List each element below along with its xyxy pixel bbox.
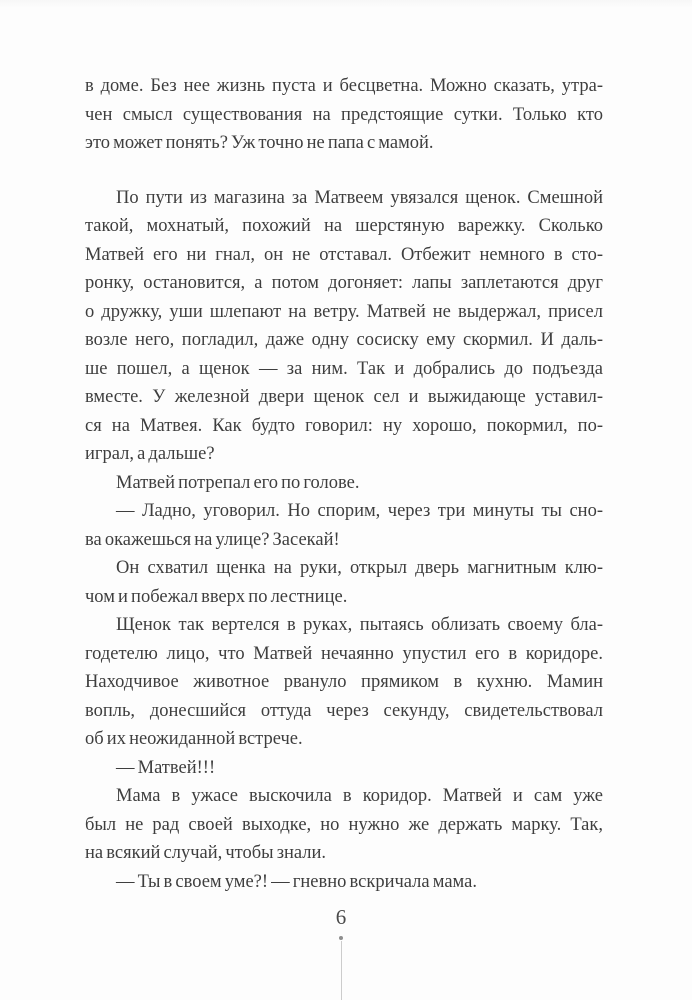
text-line: о дружку, уши шлепают на ветру. Матвей не выдержал, присел [85, 301, 603, 322]
text-line: — Ладно, уговорил. Но спорим, через три минуты ты сно- [116, 501, 603, 521]
text-line: в доме. Без нее жизнь пуста и бесцветна. Можно сказать, утра- [85, 76, 603, 96]
text-line: — Матвей!!! [116, 757, 216, 778]
text-line: об их неожиданной встрече. [85, 729, 303, 749]
paragraph [85, 469, 603, 498]
text-line: Он схватил щенка на руки, открыл дверь магнитным клю- [116, 558, 603, 578]
paragraph [85, 754, 603, 783]
text-line: чом и побежал вверх по лестнице. [85, 586, 348, 607]
text-line: ва окажешься на улице? Засекай! [85, 529, 340, 550]
text-line: ше пошел, а щенок — за ним. Так и добрались до подъезда [85, 358, 603, 379]
divider-rule [341, 941, 343, 1000]
text-line: на всякий случай, чтобы знали. [85, 843, 327, 863]
text-line: такой, мохнатый, похожий на шерстяную варежку. Сколько [85, 216, 603, 236]
text-line: возле него, погладил, даже одну сосиску ему скормил. И даль- [85, 330, 603, 350]
text-line: чен смысл существования на предстоящие сутки. Только кто [85, 104, 603, 125]
text-line: Находчивое животное рвануло прямиком в кухню. Мамин [85, 672, 603, 692]
text-line: вместе. У железной двери щенок сел и выжидающе уставил- [85, 387, 603, 407]
paragraph [85, 497, 603, 554]
paragraph [85, 554, 603, 611]
text-line: Щенок так вертелся в руках, пытаясь облизать своему бла- [116, 615, 603, 635]
text-line: Матвей его ни гнал, он не отставал. Отбежит немного в сто- [85, 244, 603, 265]
text-line: Мама в ужасе выскочила в коридор. Матвей и сам уже [116, 786, 603, 806]
text-line: Матвей потрепал его по голове. [116, 472, 360, 493]
paragraph [85, 782, 603, 868]
text-line: играл, а дальше? [85, 444, 215, 464]
text-line: вопль, донесшийся оттуда через секунду, свидетельствовал [85, 700, 603, 721]
text-line: ронку, остановится, а потом догоняет: лапы заплетаются друг [85, 273, 603, 293]
paragraph [85, 611, 603, 754]
text-line: это может понять? Уж точно не папа с мамой. [85, 133, 434, 153]
paragraph [85, 868, 603, 897]
text-line: был не рад своей выходке, но нужно же держать марку. Так, [85, 814, 603, 835]
text-line: По пути из магазина за Матвеем увязался щенок. Смешной [116, 187, 603, 208]
page-number: 6 [335, 905, 347, 929]
text-line: — Ты в своем уме?! — гневно вскричала мама. [116, 871, 477, 892]
divider-dot-icon [339, 936, 343, 940]
paragraph [85, 72, 603, 158]
text-line: ся на Матвея. Как будто говорил: ну хорошо, покормил, по- [85, 415, 603, 436]
text-line: годетелю лицо, что Матвей нечаянно упустил его в коридоре. [85, 643, 603, 664]
text-block [85, 72, 603, 896]
paragraph [85, 184, 603, 469]
